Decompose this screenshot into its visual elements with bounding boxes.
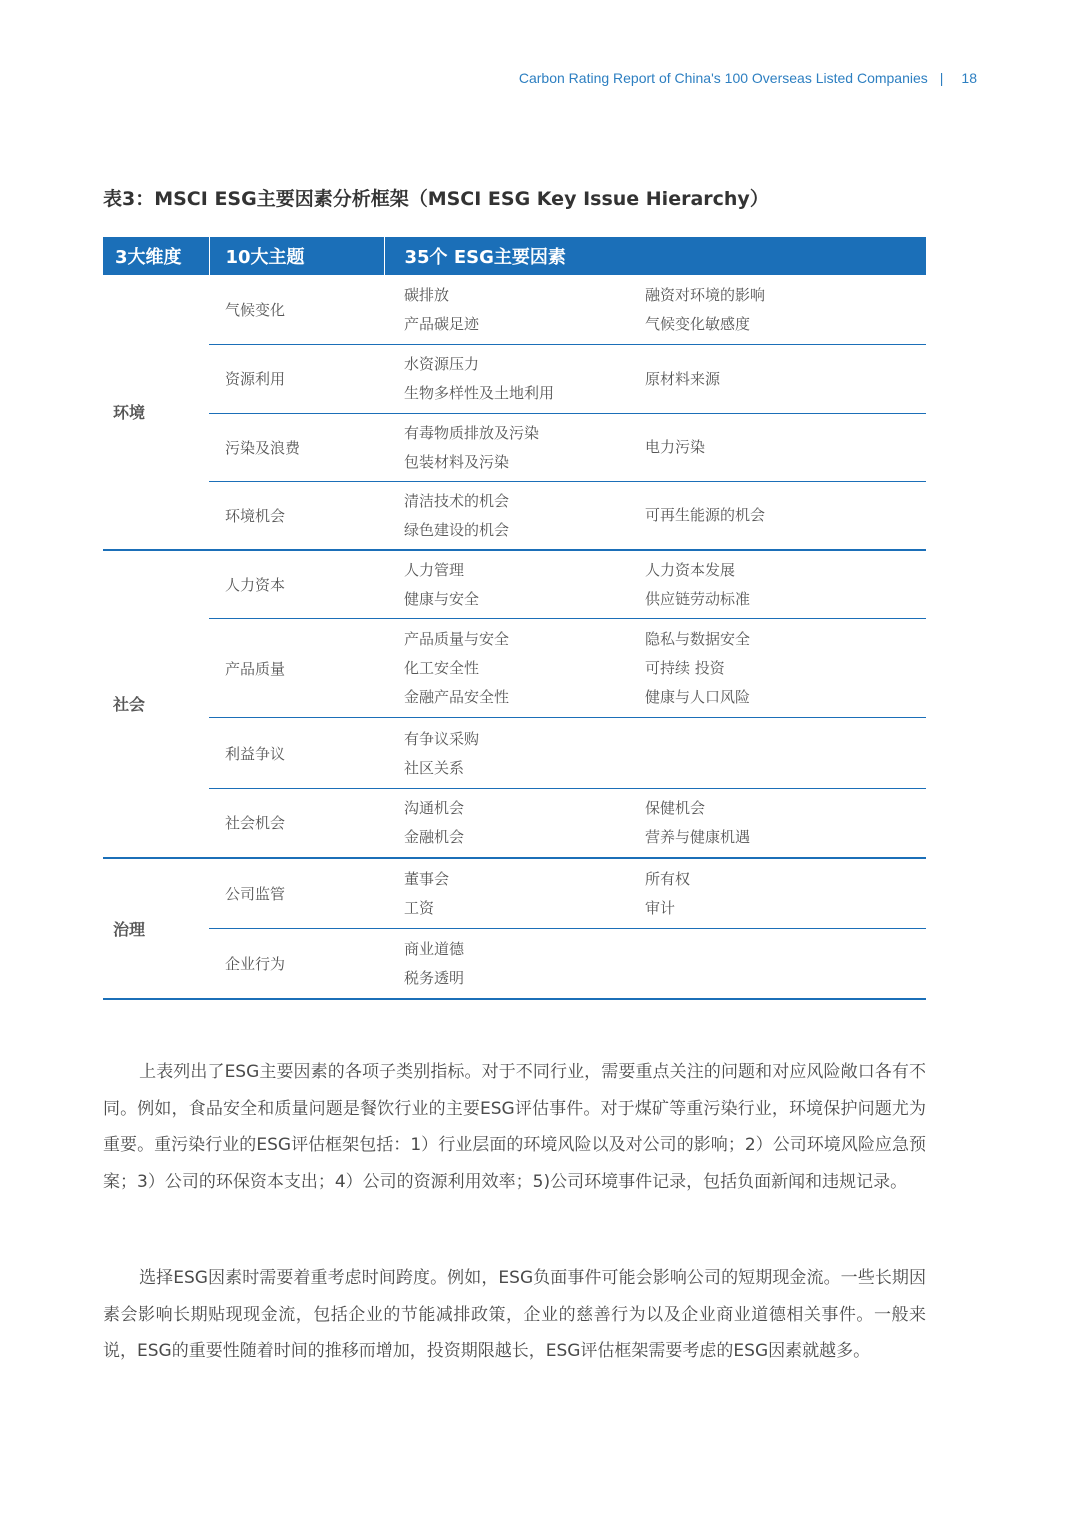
paragraph-2-text: 选择ESG因素时需要着重考虑时间跨度。例如，ESG负面事件可能会影响公司的短期现金流。一些长期因素会影响长期贴现现金流，包括企业的节能减排政策，企业的慈善行为以及企业商业道德相关事件。一般来说，ESG的重要性随着时间的推移而增加，投资期限越长，ESG评估框架需要考虑的ESG因素就越多。 [103,1268,926,1361]
paragraph-1 [103,1054,926,1200]
factor-item: 包装材料及污染 [404,452,510,471]
factor-cell [384,718,645,789]
factor-item: 金融产品安全性 [404,688,510,706]
theme-cell: 产品质量 [209,619,384,718]
factor-item: 审计 [645,898,676,917]
factor-cell [645,413,926,481]
factor-item: 隐私与数据安全 [645,630,751,648]
theme-cell: 资源利用 [209,344,384,413]
factor-cell [645,789,926,858]
factor-item: 融资对环境的影响 [645,285,766,304]
report-title: Carbon Rating Report of China's 100 Overseas Listed Companies [518,70,928,86]
factor-item: 健康与人口风险 [645,688,751,706]
factor-cell [384,789,645,858]
factor-item: 原材料来源 [645,369,721,388]
table-row [103,550,926,619]
factor-item: 产品质量与安全 [404,630,510,648]
paragraph-1-text: 上表列出了ESG主要因素的各项子类别指标。对于不同行业，需要重点关注的问题和对应风险敞口各有不同。例如，食品安全和质量问题是餐饮行业的主要ESG评估事件。对于煤矿等重污染行业，环境保护问题尤为重要。重污染行业的ESG评估框架包括：1）行业层面的环境风险以及对公司的影响；2）公司环境风险应急预案；3）公司的环保资本支出；4）公司的资源利用效率；5)公司环境事件记录，包括负面新闻和违规记录。 [103,1062,926,1192]
factor-item: 有争议采购 [404,729,480,748]
theme-cell: 社会机会 [209,789,384,858]
factor-cell [645,344,926,413]
theme-cell: 环境机会 [209,481,384,550]
table-row [103,789,926,858]
table-row [103,413,926,481]
factor-item: 税务透明 [404,968,465,987]
factor-item: 碳排放 [404,285,450,304]
factor-item: 化工安全性 [404,659,480,677]
factor-cell [645,619,926,718]
factor-item: 人力管理 [404,560,465,579]
table-header-row [103,237,926,275]
table-row [103,718,926,789]
factor-item: 可持续 投资 [645,659,725,677]
dimension-cell: 治理 [103,858,209,999]
header-separator: | [939,70,944,86]
factor-item: 有毒物质排放及污染 [404,423,540,442]
factor-cell [384,858,645,929]
header-factors: 35个 ESG主要因素 [384,237,926,275]
dimension-cell: 环境 [103,275,209,550]
factor-cell [645,275,926,344]
factor-item: 供应链劳动标准 [645,589,751,608]
factor-cell [384,481,645,550]
factor-cell [384,929,645,999]
factor-item: 气候变化敏感度 [645,314,751,333]
table-row [103,858,926,929]
factor-cell [645,718,926,789]
factor-item: 董事会 [404,869,450,888]
theme-cell: 公司监管 [209,858,384,929]
factor-cell [645,858,926,929]
factor-cell [384,275,645,344]
factor-item: 可再生能源的机会 [645,506,766,524]
theme-cell: 企业行为 [209,929,384,999]
factor-item: 人力资本发展 [645,560,736,579]
factor-item: 营养与健康机遇 [645,828,751,847]
theme-cell: 人力资本 [209,550,384,619]
table-row [103,929,926,999]
factor-item: 水资源压力 [404,355,480,373]
factor-cell [645,550,926,619]
running-header [519,70,977,86]
factor-cell [384,619,645,718]
table-title: 表3：MSCI ESG主要因素分析框架（MSCI ESG Key Issue Hierarchy） [103,188,769,210]
factor-cell [645,481,926,550]
dimension-cell: 社会 [103,550,209,858]
page-number: 18 [961,70,977,86]
table-row [103,275,926,344]
factor-cell [384,550,645,619]
table-row [103,481,926,550]
factor-item: 绿色建设的机会 [404,520,510,539]
table-row [103,619,926,718]
esg-table [103,237,926,1000]
factor-item: 产品碳足迹 [404,314,480,333]
factor-item: 电力污染 [645,438,706,456]
factor-cell [384,413,645,481]
factor-item: 社区关系 [404,758,465,777]
factor-item: 工资 [404,898,435,917]
factor-item: 健康与安全 [404,589,480,608]
theme-cell: 利益争议 [209,718,384,789]
table-row [103,344,926,413]
header-theme: 10大主题 [209,237,384,275]
factor-item: 生物多样性及土地利用 [404,384,555,402]
theme-cell: 气候变化 [209,275,384,344]
factor-cell [384,344,645,413]
factor-item: 所有权 [645,869,691,888]
factor-cell [645,929,926,999]
header-dimension: 3大维度 [103,237,209,275]
factor-item: 商业道德 [404,939,465,958]
factor-item: 金融机会 [404,828,465,847]
factor-item: 沟通机会 [404,799,465,818]
factor-item: 保健机会 [645,799,706,818]
paragraph-2 [103,1260,926,1370]
theme-cell: 污染及浪费 [209,413,384,481]
factor-item: 清洁技术的机会 [404,491,510,510]
